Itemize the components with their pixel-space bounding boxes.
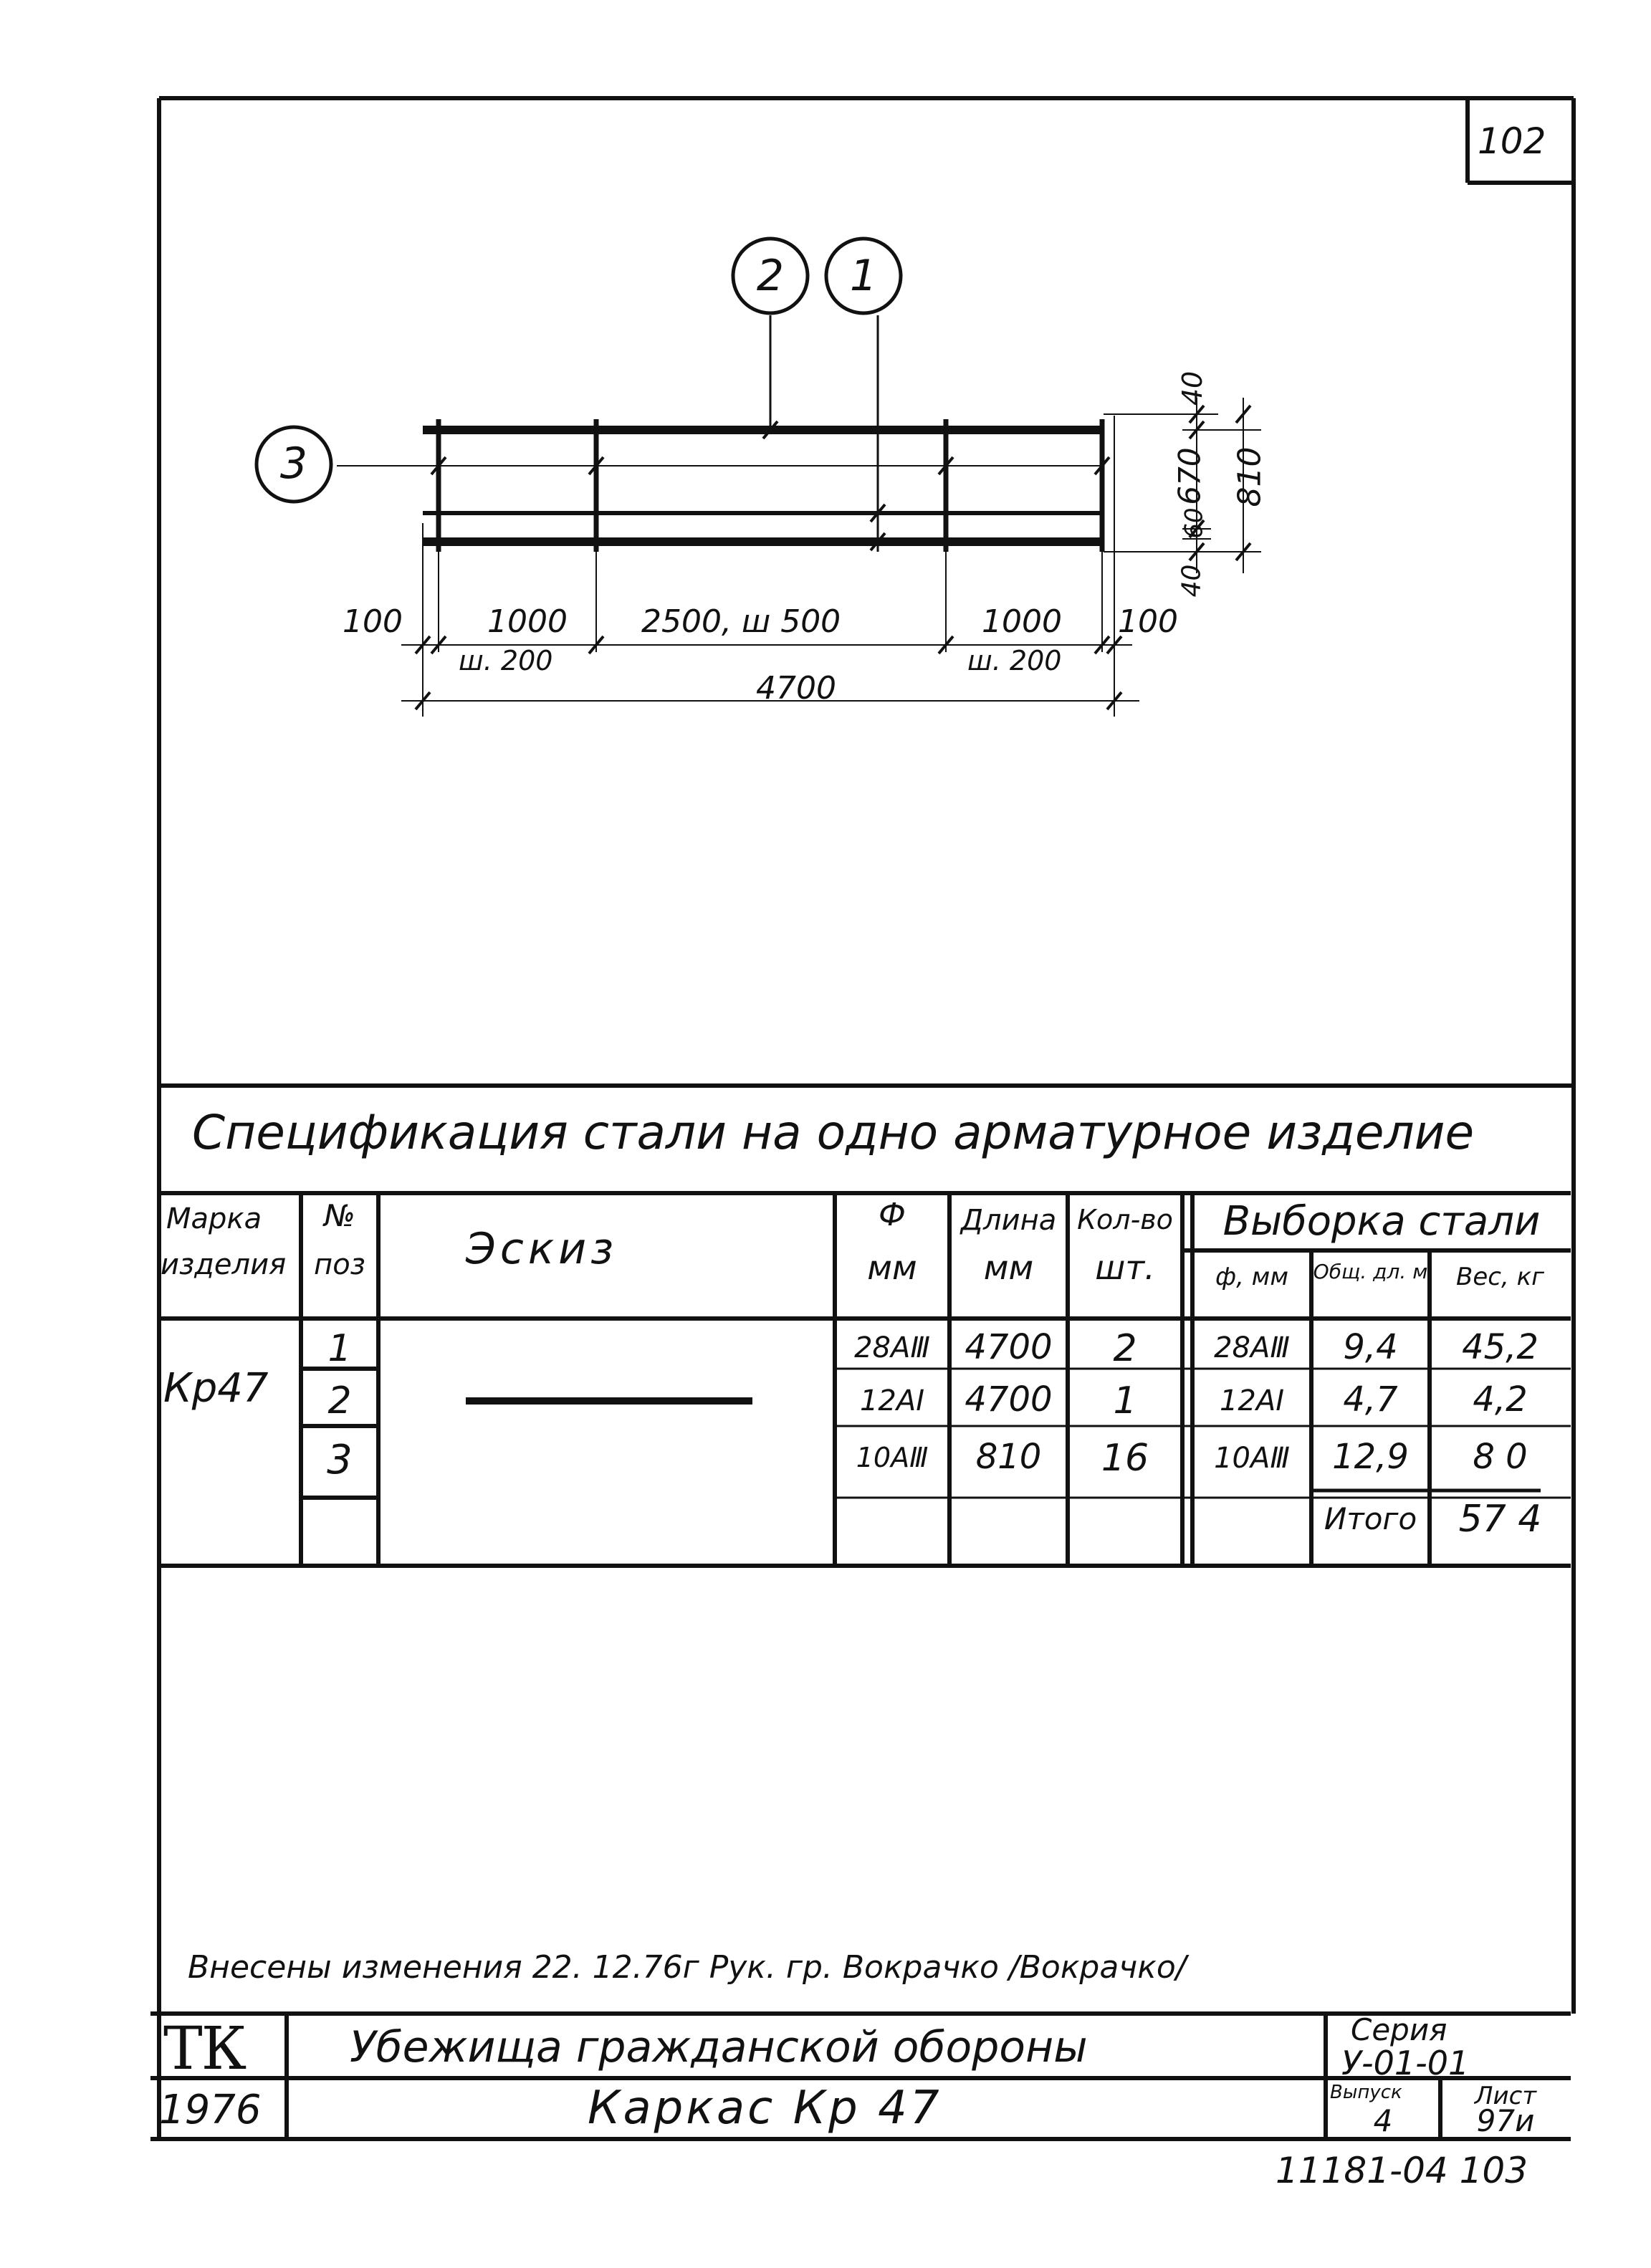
drawing-name: Каркас Кр 47: [588, 2082, 942, 2135]
year: 1976: [159, 2087, 262, 2133]
hdr-sel-dia: ф, мм: [1215, 1263, 1288, 1291]
row-sel-len: 4,7: [1343, 1379, 1398, 1420]
hdr-dia-2: мм: [867, 1248, 917, 1287]
row-sel-dia: 28АⅢ: [1214, 1331, 1290, 1364]
dim-total: 4700: [756, 670, 836, 707]
hdr-pos-2: поз: [314, 1248, 365, 1281]
hdr-dia-1: Ф: [879, 1197, 906, 1233]
sheet-label: Лист: [1474, 2082, 1537, 2110]
hdr-sel-len: Общ. дл. м: [1313, 1260, 1428, 1283]
series-value: У-01-01: [1341, 2044, 1470, 2082]
series-label: Серия: [1351, 2012, 1447, 2047]
dim-seg3-step: ш. 200: [967, 645, 1062, 676]
doc-number: 11181-04 103: [1276, 2150, 1528, 2191]
hdr-mark-1: Марка: [166, 1202, 262, 1235]
hdr-qty-1: Кол-во: [1077, 1204, 1173, 1235]
row-len: 4700: [965, 1327, 1053, 1367]
row-sel-wt: 45,2: [1462, 1327, 1538, 1367]
sheet-value: 97и: [1476, 2103, 1535, 2138]
hdr-len-2: мм: [983, 1248, 1034, 1287]
hdr-mark-2: изделия: [161, 1248, 287, 1281]
issue-value: 4: [1373, 2103, 1393, 2138]
row-pos: 1: [327, 1327, 352, 1370]
dim-left-100: 100: [343, 603, 403, 640]
row-dia: 10АⅢ: [856, 1442, 929, 1473]
hdr-len-1: Длина: [960, 1204, 1057, 1237]
row-pos: 3: [327, 1437, 353, 1483]
callout-3: 3: [279, 439, 308, 489]
dim-670: 670: [1172, 447, 1207, 505]
dim-top-40: 40: [1177, 370, 1209, 406]
hdr-sketch: Эскиз: [466, 1224, 618, 1274]
row-dia: 28АⅢ: [854, 1331, 930, 1364]
hdr-selection: Выборка стали: [1222, 1198, 1541, 1245]
row-qty: 2: [1113, 1327, 1137, 1370]
row-len: 810: [975, 1437, 1042, 1477]
dim-seg3: 1000: [982, 603, 1062, 640]
total-label: Итого: [1324, 1501, 1417, 1536]
page-number: 102: [1478, 120, 1546, 162]
row-sel-wt: 4,2: [1473, 1379, 1528, 1420]
row-sel-wt: 8 0: [1473, 1437, 1528, 1477]
row-sel-dia: 12АⅠ: [1219, 1384, 1285, 1417]
spec-title: Спецификация стали на одно арматурное изделие: [192, 1105, 1475, 1160]
dim-bot-40: 40: [1177, 564, 1207, 598]
issue-label: Выпуск: [1330, 2082, 1402, 2103]
row-qty: 16: [1101, 1437, 1149, 1480]
callout-1: 1: [849, 251, 878, 301]
row-sel-len: 9,4: [1343, 1327, 1398, 1367]
row-sel-len: 12,9: [1332, 1437, 1409, 1477]
changes-note: Внесены изменения 22. 12.76г Рук. гр. Вокрачко /Вокрачко/: [188, 1949, 1187, 1986]
row-pos: 2: [327, 1379, 352, 1422]
project-name: Убежища гражданской обороны: [350, 2022, 1088, 2072]
callout-2: 2: [756, 251, 785, 301]
row-dia: 12АⅠ: [859, 1384, 925, 1417]
row-len: 4700: [965, 1379, 1053, 1420]
total-value: 57 4: [1458, 1498, 1542, 1541]
product-mark: Кр47: [163, 1365, 269, 1412]
dim-right-100: 100: [1118, 603, 1178, 640]
hdr-pos-1: №: [324, 1198, 355, 1233]
org-logo: ТК: [163, 2015, 246, 2083]
hdr-sel-wt: Вес, кг: [1456, 1263, 1544, 1291]
row-sel-dia: 10АⅢ: [1214, 1442, 1290, 1475]
row-qty: 1: [1113, 1379, 1137, 1422]
dim-seg-mid: 2500, ш 500: [641, 603, 841, 640]
dim-seg1: 1000: [487, 603, 568, 640]
dim-60: 60: [1179, 507, 1209, 539]
dim-810: 810: [1231, 446, 1268, 507]
dim-seg1-step: ш. 200: [459, 645, 553, 676]
hdr-qty-2: шт.: [1095, 1248, 1155, 1287]
